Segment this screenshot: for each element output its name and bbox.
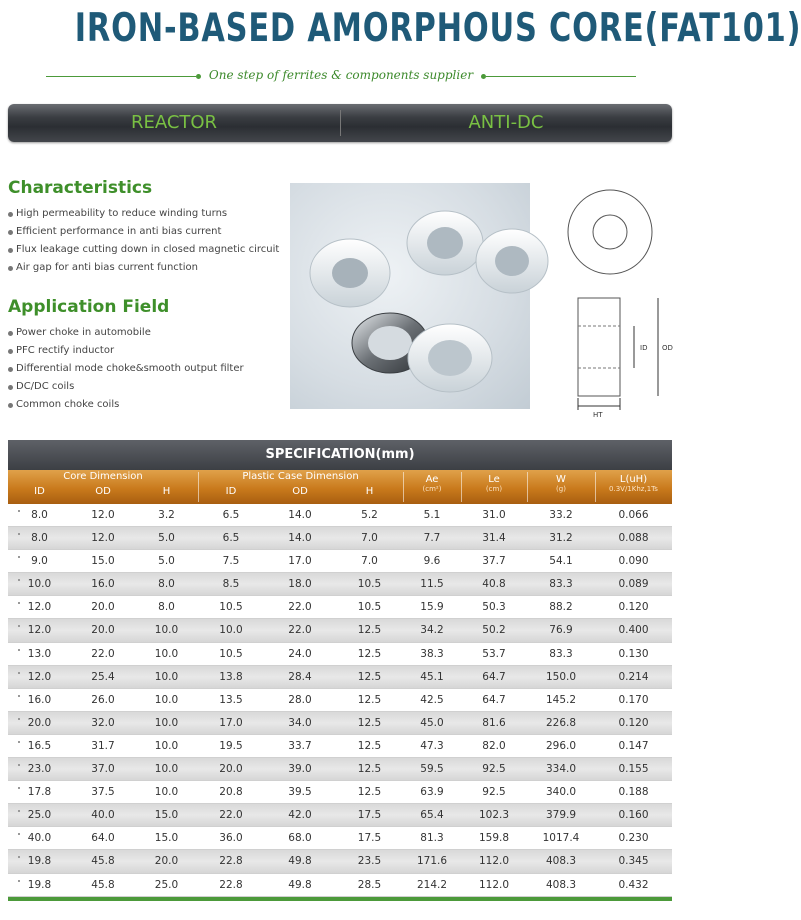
bullet-icon <box>8 403 13 408</box>
toroid-core <box>476 229 548 293</box>
divider <box>595 472 596 502</box>
table-cell: 6.5 <box>222 509 240 521</box>
category-anti-dc: ANTI-DC <box>468 112 544 133</box>
table-footer-bar <box>8 897 672 901</box>
table-cell: 0.090 <box>618 555 649 568</box>
table-cell: 0.120 <box>618 601 649 614</box>
table-cell: 0.188 <box>618 786 649 799</box>
table-cell: 379.9 <box>545 809 577 822</box>
table-cell: 31.4 <box>482 532 506 545</box>
table-cell: 64.0 <box>91 832 115 845</box>
table-cell: 7.5 <box>222 555 240 568</box>
table-cell: 64.7 <box>482 670 506 683</box>
table-row <box>8 619 672 642</box>
table-cell: 10.0 <box>154 716 179 729</box>
column-group-core: Core Dimension <box>63 471 143 482</box>
table-cell: 8.0 <box>31 532 48 545</box>
column-header: H <box>162 486 171 497</box>
divider <box>527 472 528 502</box>
table-cell: 12.0 <box>27 601 52 614</box>
table-cell: 0.170 <box>618 693 649 706</box>
table-cell: 37.5 <box>91 786 115 799</box>
table-cell: 54.1 <box>549 555 573 568</box>
table-cell: 53.7 <box>482 647 506 660</box>
list-item: Common choke coils <box>8 396 244 414</box>
column-header: OD <box>95 486 111 497</box>
bullet-icon <box>8 212 13 217</box>
column-header-le: Le (cm) <box>485 474 503 493</box>
table-cell: 22.0 <box>219 809 243 822</box>
column-group-case: Plastic Case Dimension <box>242 471 359 482</box>
table-cell: 13.8 <box>219 670 243 683</box>
table-row <box>8 758 672 781</box>
top-view <box>568 190 652 274</box>
table-cell: 10.0 <box>154 786 179 799</box>
table-row <box>8 596 672 619</box>
table-row <box>8 712 672 735</box>
table-row <box>8 550 672 573</box>
table-cell: 45.8 <box>91 878 115 891</box>
column-header: ID <box>34 486 45 497</box>
table-cell: 34.2 <box>420 624 444 637</box>
table-cell: 17.5 <box>357 809 382 822</box>
table-cell: 12.5 <box>357 670 382 683</box>
table-cell: 25.4 <box>91 670 115 683</box>
table-cell: 8.5 <box>222 578 240 591</box>
table-row <box>8 689 672 712</box>
table-cell: 20.0 <box>27 716 52 729</box>
column-header-l: L(uH) 0.3V/1Khz,1Ts <box>609 474 658 493</box>
bullet-icon <box>8 349 13 354</box>
table-cell: 83.3 <box>549 578 573 591</box>
table-cell: 39.5 <box>288 786 312 799</box>
tagline-banner <box>46 68 636 86</box>
table-cell: 76.9 <box>549 624 573 637</box>
toroid-core <box>408 324 492 392</box>
table-cell: 10.0 <box>154 670 179 683</box>
table-cell: 42.0 <box>288 809 312 822</box>
table-cell: 19.8 <box>27 855 52 868</box>
table-row <box>8 804 672 827</box>
table-cell: 150.0 <box>545 670 577 683</box>
divider <box>198 472 199 502</box>
table-cell: 17.0 <box>219 716 243 729</box>
dimension-diagram <box>560 180 676 420</box>
list-item: Differential mode choke&smooth output filter <box>8 360 244 378</box>
table-cell: 45.1 <box>420 670 444 683</box>
table-cell: 17.0 <box>288 555 312 568</box>
divider <box>461 472 462 502</box>
table-cell: 23.5 <box>357 855 382 868</box>
table-cell: 22.8 <box>219 855 243 868</box>
table-cell: 5.2 <box>361 509 378 521</box>
table-cell: 10.0 <box>154 647 179 660</box>
table-cell: 88.2 <box>549 601 573 614</box>
table-cell: 15.0 <box>154 809 179 822</box>
table-cell: 68.0 <box>288 832 312 845</box>
table-cell: 28.5 <box>357 878 382 891</box>
table-cell: 33.2 <box>549 509 573 521</box>
table-cell: 20.0 <box>91 624 115 637</box>
table-cell: 12.5 <box>357 716 382 729</box>
table-cell: 19.8 <box>27 878 52 891</box>
table-row <box>8 643 672 666</box>
table-cell: 112.0 <box>478 878 510 891</box>
table-cell: 17.8 <box>27 786 52 799</box>
table-cell: 3.2 <box>158 509 175 521</box>
specification-table <box>8 440 672 901</box>
table-cell: 23.0 <box>27 763 52 776</box>
table-cell: 16.5 <box>27 739 52 752</box>
table-cell: 37.0 <box>91 763 115 776</box>
table-cell: 8.0 <box>158 578 175 591</box>
table-cell: 10.0 <box>219 624 243 637</box>
table-cell: 0.214 <box>618 670 649 683</box>
table-row <box>8 781 672 804</box>
table-cell: 40.0 <box>27 832 52 845</box>
table-cell: 45.0 <box>420 716 444 729</box>
id-label: ID <box>640 344 648 352</box>
table-cell: 0.120 <box>618 716 649 729</box>
table-cell: 47.3 <box>420 739 444 752</box>
table-cell: 0.345 <box>618 855 649 868</box>
table-cell: 0.147 <box>618 739 649 752</box>
table-cell: 92.5 <box>482 786 506 799</box>
table-cell: 0.066 <box>618 509 649 521</box>
table-cell: 10.0 <box>154 763 179 776</box>
table-cell: 22.0 <box>91 647 115 660</box>
table-cell: 16.0 <box>91 578 115 591</box>
table-cell: 7.7 <box>423 532 441 545</box>
category-reactor: REACTOR <box>130 112 218 133</box>
table-cell: 63.9 <box>420 786 444 799</box>
list-item: Power choke in automobile <box>8 324 244 342</box>
table-cell: 33.7 <box>288 739 312 752</box>
table-cell: 12.0 <box>27 670 52 683</box>
table-cell: 408.3 <box>545 878 577 891</box>
table-cell: 81.6 <box>482 716 506 729</box>
table-cell: 34.0 <box>288 716 312 729</box>
table-cell: 14.0 <box>288 532 312 545</box>
table-cell: 13.0 <box>27 647 52 660</box>
table-cell: 50.3 <box>482 601 506 614</box>
table-cell: 102.3 <box>478 809 510 822</box>
table-cell: 15.9 <box>420 601 444 614</box>
table-cell: 49.8 <box>288 878 312 891</box>
table-cell: 92.5 <box>482 763 506 776</box>
list-item: Efficient performance in anti bias current <box>8 223 279 241</box>
od-label: OD <box>662 344 673 352</box>
divider <box>403 472 404 502</box>
table-cell: 214.2 <box>416 878 448 891</box>
table-cell: 5.0 <box>158 532 175 545</box>
column-header: OD <box>292 486 308 497</box>
toroid-cores-image <box>290 183 530 409</box>
table-cell: 159.8 <box>478 832 510 845</box>
table-cell: 82.0 <box>482 739 506 752</box>
table-cell: 22.8 <box>219 878 243 891</box>
table-header <box>8 470 672 504</box>
list-item: High permeability to reduce winding turns <box>8 205 279 223</box>
column-header-ae: Ae (cm²) <box>422 474 442 493</box>
table-row <box>8 827 672 850</box>
table-cell: 0.432 <box>618 878 649 891</box>
bullet-icon <box>8 367 13 372</box>
column-header: ID <box>225 486 237 497</box>
table-cell: 12.0 <box>91 532 115 545</box>
table-cell: 12.5 <box>357 693 382 706</box>
table-cell: 0.160 <box>618 809 649 822</box>
table-cell: 6.5 <box>222 532 240 545</box>
table-cell: 12.0 <box>27 624 52 637</box>
table-cell: 20.0 <box>219 763 243 776</box>
table-cell: 12.5 <box>357 763 382 776</box>
table-cell: 0.230 <box>618 832 649 845</box>
list-item: PFC rectify inductor <box>8 342 244 360</box>
table-cell: 50.2 <box>482 624 506 637</box>
table-cell: 12.5 <box>357 624 382 637</box>
table-cell: 18.0 <box>288 578 312 591</box>
table-cell: 10.0 <box>154 739 179 752</box>
bullet-icon <box>8 248 13 253</box>
table-cell: 0.155 <box>618 763 649 776</box>
table-cell: 408.3 <box>545 855 577 868</box>
table-cell: 49.8 <box>288 855 312 868</box>
bullet-icon <box>8 266 13 271</box>
table-row <box>8 850 672 873</box>
table-cell: 0.400 <box>618 624 649 637</box>
table-cell: 19.5 <box>219 739 243 752</box>
table-cell: 12.5 <box>357 647 382 660</box>
table-cell: 10.5 <box>219 647 243 660</box>
bullet-icon <box>8 230 13 235</box>
bullet-icon <box>8 385 13 390</box>
table-cell: 334.0 <box>545 763 577 776</box>
table-cell: 10.5 <box>357 601 382 614</box>
table-cell: 5.0 <box>158 555 175 568</box>
table-cell: 28.4 <box>288 670 312 683</box>
side-view <box>578 298 658 410</box>
table-cell: 40.8 <box>482 578 506 591</box>
table-cell: 65.4 <box>420 809 444 822</box>
table-cell: 14.0 <box>288 509 312 521</box>
table-cell: 12.5 <box>357 786 382 799</box>
ht-label: HT <box>593 411 603 419</box>
table-cell: 83.3 <box>549 647 573 660</box>
table-cell: 20.8 <box>219 786 243 799</box>
table-body <box>8 504 672 897</box>
table-row <box>8 735 672 758</box>
page-title: IRON-BASED AMORPHOUS CORE(FAT101) <box>74 6 801 51</box>
table-cell: 10.5 <box>357 578 382 591</box>
column-header-w: W (g) <box>556 474 566 493</box>
table-cell: 59.5 <box>420 763 444 776</box>
table-cell: 26.0 <box>91 693 115 706</box>
table-row <box>8 504 672 527</box>
table-cell: 0.088 <box>618 532 649 545</box>
table-row <box>8 874 672 897</box>
table-cell: 8.0 <box>158 601 175 614</box>
table-cell: 17.5 <box>357 832 382 845</box>
table-cell: 112.0 <box>478 855 510 868</box>
table-cell: 16.0 <box>27 693 52 706</box>
application-heading: Application Field <box>8 297 170 317</box>
table-cell: 9.0 <box>31 555 48 568</box>
characteristics-list <box>8 205 279 277</box>
tagline: One step of ferrites & components supplier <box>208 68 474 82</box>
table-cell: 20.0 <box>91 601 115 614</box>
table-cell: 145.2 <box>545 693 577 706</box>
table-cell: 0.130 <box>618 647 649 660</box>
table-cell: 81.3 <box>420 832 444 845</box>
table-cell: 10.5 <box>219 601 243 614</box>
list-item: DC/DC coils <box>8 378 244 396</box>
table-cell: 0.089 <box>618 578 649 591</box>
table-cell: 9.6 <box>423 555 441 568</box>
table-row <box>8 527 672 550</box>
table-cell: 32.0 <box>91 716 115 729</box>
table-cell: 22.0 <box>288 601 312 614</box>
table-cell: 28.0 <box>288 693 312 706</box>
table-cell: 12.5 <box>357 739 382 752</box>
table-cell: 39.0 <box>288 763 312 776</box>
table-cell: 10.0 <box>154 624 179 637</box>
table-cell: 42.5 <box>420 693 444 706</box>
table-cell: 296.0 <box>545 739 577 752</box>
table-cell: 38.3 <box>420 647 444 660</box>
table-cell: 10.0 <box>154 693 179 706</box>
table-cell: 37.7 <box>482 555 506 568</box>
table-cell: 36.0 <box>219 832 243 845</box>
table-row <box>8 573 672 596</box>
table-cell: 13.5 <box>219 693 243 706</box>
application-list <box>8 324 244 414</box>
table-cell: 22.0 <box>288 624 312 637</box>
table-cell: 5.1 <box>423 509 441 521</box>
table-cell: 25.0 <box>154 878 179 891</box>
table-cell: 40.0 <box>91 809 115 822</box>
table-cell: 340.0 <box>545 786 577 799</box>
table-cell: 1017.4 <box>542 832 580 845</box>
category-bar <box>8 104 672 142</box>
toroid-core <box>407 211 483 275</box>
table-cell: 7.0 <box>361 555 378 568</box>
table-cell: 171.6 <box>416 855 448 868</box>
list-item: Flux leakage cutting down in closed magnetic circuit <box>8 241 279 259</box>
table-cell: 64.7 <box>482 693 506 706</box>
list-item: Air gap for anti bias current function <box>8 259 279 277</box>
table-cell: 11.5 <box>420 578 444 591</box>
table-cell: 7.0 <box>361 532 378 545</box>
table-cell: 226.8 <box>545 716 577 729</box>
table-cell: 31.7 <box>91 739 115 752</box>
table-cell: 8.0 <box>31 509 48 521</box>
bullet-icon <box>8 331 13 336</box>
table-cell: 31.0 <box>482 509 506 521</box>
table-cell: 12.0 <box>91 509 115 521</box>
column-header: H <box>365 486 374 497</box>
toroid-core <box>310 239 390 307</box>
table-cell: 15.0 <box>91 555 115 568</box>
table-row <box>8 666 672 689</box>
table-cell: 24.0 <box>288 647 312 660</box>
table-title: SPECIFICATION(mm) <box>8 440 672 470</box>
table-cell: 10.0 <box>27 578 52 591</box>
table-cell: 45.8 <box>91 855 115 868</box>
table-cell: 15.0 <box>154 832 179 845</box>
table-cell: 25.0 <box>27 809 52 822</box>
table-cell: 20.0 <box>154 855 179 868</box>
product-photo <box>290 183 530 409</box>
characteristics-heading: Characteristics <box>8 178 153 198</box>
table-cell: 31.2 <box>549 532 573 545</box>
